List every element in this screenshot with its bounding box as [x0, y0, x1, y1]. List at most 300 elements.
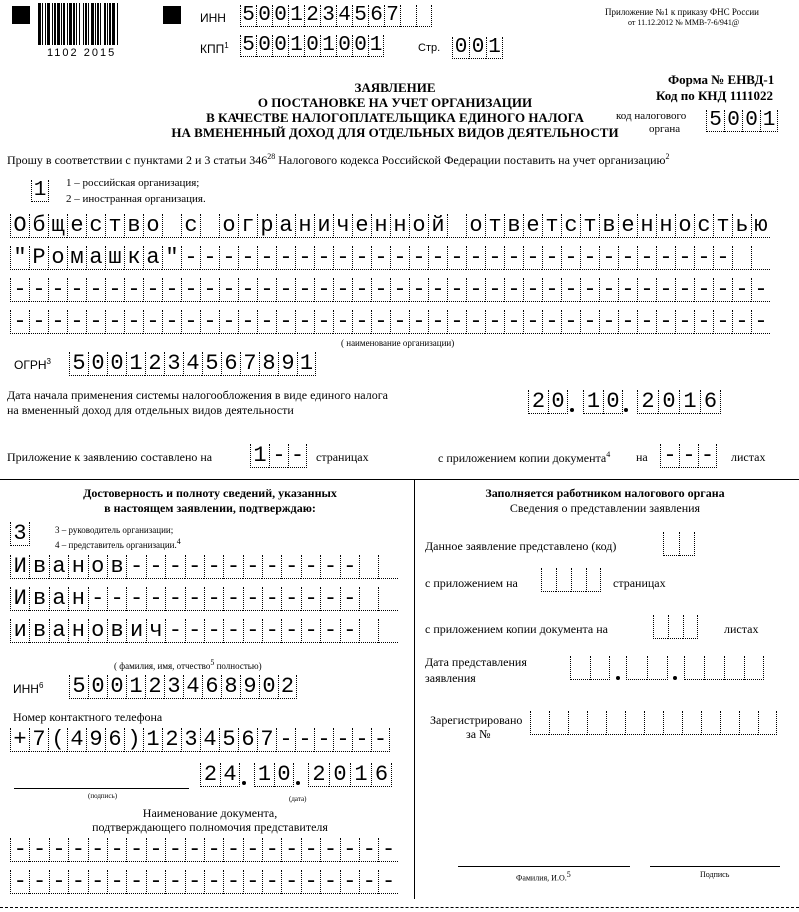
char-cell[interactable]: )	[124, 728, 143, 752]
char-cell[interactable]: 5	[240, 5, 256, 27]
char-cell[interactable]: -	[204, 587, 223, 611]
char-cell[interactable]: 1	[486, 37, 503, 59]
char-cell[interactable]: -	[599, 310, 618, 334]
char-cell[interactable]: а	[143, 246, 162, 270]
char-cell[interactable]: -	[409, 310, 428, 334]
char-cell[interactable]: -	[618, 246, 637, 270]
char-cell[interactable]: -	[200, 310, 219, 334]
char-cell[interactable]: -	[675, 246, 694, 270]
char-cell[interactable]: 1	[369, 35, 383, 57]
char-cell[interactable]: -	[447, 278, 466, 302]
char-cell[interactable]: н	[68, 619, 87, 643]
char-cell[interactable]	[587, 711, 606, 735]
char-cell[interactable]	[541, 568, 556, 592]
char-cell[interactable]: е	[618, 214, 637, 238]
char-cell[interactable]: 1	[254, 763, 274, 787]
char-cell[interactable]: -	[542, 310, 561, 334]
char-cell[interactable]: -	[295, 728, 314, 752]
char-cell[interactable]: а	[49, 555, 68, 579]
char-cell[interactable]	[416, 5, 432, 27]
char-cell[interactable]: 5	[219, 728, 238, 752]
char-cell[interactable]: 7	[240, 352, 259, 376]
char-cell[interactable]: о	[675, 214, 694, 238]
char-cell[interactable]: -	[675, 310, 694, 334]
char-cell[interactable]: с	[181, 214, 200, 238]
char-cell[interactable]: т	[542, 214, 561, 238]
char-cell[interactable]: е	[67, 214, 86, 238]
char-cell[interactable]	[682, 711, 701, 735]
char-cell[interactable]	[679, 532, 695, 556]
char-cell[interactable]: -	[162, 310, 181, 334]
char-cell[interactable]: -	[371, 728, 390, 752]
char-cell[interactable]: и	[10, 619, 29, 643]
char-cell[interactable]: -	[262, 555, 281, 579]
char-cell[interactable]: т	[485, 214, 504, 238]
char-cell[interactable]: -	[295, 278, 314, 302]
char-cell[interactable]	[683, 615, 698, 639]
char-cell[interactable]: 1	[250, 444, 269, 468]
char-cell[interactable]: -	[204, 555, 223, 579]
receipt-date-month[interactable]	[626, 656, 668, 680]
char-cell[interactable]: 1	[297, 352, 316, 376]
char-cell[interactable]: -	[238, 310, 257, 334]
char-cell[interactable]: -	[751, 278, 770, 302]
header-kpp-cells[interactable]	[240, 35, 384, 57]
char-cell[interactable]: -	[223, 555, 242, 579]
char-cell[interactable]: -	[447, 246, 466, 270]
char-cell[interactable]: 0	[256, 35, 272, 57]
char-cell[interactable]: -	[238, 278, 257, 302]
char-cell[interactable]: 0	[88, 352, 107, 376]
char-cell[interactable]: -	[485, 246, 504, 270]
char-cell[interactable]: щ	[48, 214, 67, 238]
char-cell[interactable]: -	[146, 870, 165, 894]
char-cell[interactable]: -	[428, 310, 447, 334]
char-cell[interactable]: 4	[183, 675, 202, 699]
char-cell[interactable]: -	[320, 555, 339, 579]
char-cell[interactable]: -	[165, 838, 184, 862]
char-cell[interactable]: -	[185, 555, 204, 579]
char-cell[interactable]: -	[48, 278, 67, 302]
char-cell[interactable]: -	[352, 310, 371, 334]
submitted-code-cells[interactable]	[663, 532, 695, 556]
char-cell[interactable]: -	[523, 310, 542, 334]
char-cell[interactable]: о	[88, 555, 107, 579]
char-cell[interactable]: -	[295, 246, 314, 270]
char-cell[interactable]: -	[694, 246, 713, 270]
char-cell[interactable]	[590, 656, 610, 680]
char-cell[interactable]: й	[428, 214, 447, 238]
char-cell[interactable]: -	[447, 310, 466, 334]
char-cell[interactable]: 4	[336, 5, 352, 27]
char-cell[interactable]: -	[243, 870, 262, 894]
char-cell[interactable]: 0	[304, 35, 320, 57]
char-cell[interactable]: И	[10, 587, 29, 611]
char-cell[interactable]: а	[276, 214, 295, 238]
char-cell[interactable]: 0	[107, 675, 126, 699]
char-cell[interactable]: 7	[257, 728, 276, 752]
char-cell[interactable]: -	[637, 278, 656, 302]
char-cell[interactable]: -	[257, 246, 276, 270]
char-cell[interactable]	[684, 656, 704, 680]
char-cell[interactable]: -	[390, 246, 409, 270]
char-cell[interactable]: м	[67, 246, 86, 270]
char-cell[interactable]: 5	[69, 675, 88, 699]
char-cell[interactable]: -	[352, 278, 371, 302]
char-cell[interactable]: -	[49, 870, 68, 894]
char-cell[interactable]: -	[561, 278, 580, 302]
char-cell[interactable]: -	[10, 838, 29, 862]
char-cell[interactable]: -	[165, 870, 184, 894]
char-cell[interactable]: н	[390, 214, 409, 238]
char-cell[interactable]: 6	[371, 763, 392, 787]
char-cell[interactable]: -	[390, 278, 409, 302]
char-cell[interactable]: о	[466, 214, 485, 238]
char-cell[interactable]: -	[371, 310, 390, 334]
char-cell[interactable]: -	[185, 838, 204, 862]
char-cell[interactable]: 6	[700, 390, 721, 414]
char-cell[interactable]: -	[29, 870, 48, 894]
char-cell[interactable]: -	[732, 310, 751, 334]
char-cell[interactable]: -	[281, 555, 300, 579]
char-cell[interactable]: -	[262, 870, 281, 894]
char-cell[interactable]: н	[295, 214, 314, 238]
char-cell[interactable]	[606, 711, 625, 735]
char-cell[interactable]: 0	[256, 5, 272, 27]
char-cell[interactable]: -	[301, 619, 320, 643]
char-cell[interactable]: в	[124, 214, 143, 238]
char-cell[interactable]: 0	[272, 5, 288, 27]
char-cell[interactable]: О	[10, 214, 29, 238]
char-cell[interactable]: -	[359, 838, 378, 862]
char-cell[interactable]: н	[656, 214, 675, 238]
char-cell[interactable]: 0	[107, 352, 126, 376]
char-cell[interactable]	[447, 214, 466, 238]
char-cell[interactable]: в	[107, 555, 126, 579]
char-cell[interactable]: -	[146, 838, 165, 862]
char-cell[interactable]: -	[320, 838, 339, 862]
registration-number-cells[interactable]	[530, 711, 777, 735]
char-cell[interactable]	[744, 656, 764, 680]
char-cell[interactable]: -	[599, 278, 618, 302]
char-cell[interactable]: ч	[333, 214, 352, 238]
char-cell[interactable]: -	[333, 728, 352, 752]
char-cell[interactable]: о	[48, 246, 67, 270]
grid-row[interactable]	[10, 278, 770, 302]
char-cell[interactable]: -	[200, 246, 219, 270]
char-cell[interactable]: а	[49, 587, 68, 611]
char-cell[interactable]: е	[523, 214, 542, 238]
char-cell[interactable]: -	[390, 310, 409, 334]
char-cell[interactable]	[162, 214, 181, 238]
char-cell[interactable]: 3	[10, 522, 30, 546]
tax-authority-cells[interactable]	[706, 110, 778, 132]
char-cell[interactable]: 1	[288, 5, 304, 27]
char-cell[interactable]: -	[143, 310, 162, 334]
char-cell[interactable]: о	[219, 214, 238, 238]
char-cell[interactable]: 0	[603, 390, 623, 414]
char-cell[interactable]	[647, 656, 668, 680]
char-cell[interactable]: -	[660, 444, 679, 468]
char-cell[interactable]: -	[10, 870, 29, 894]
char-cell[interactable]: -	[352, 246, 371, 270]
org-type-cell[interactable]	[31, 180, 49, 202]
char-cell[interactable]: -	[281, 619, 300, 643]
char-cell[interactable]: 0	[724, 110, 742, 132]
char-cell[interactable]	[359, 555, 378, 579]
char-cell[interactable]: -	[378, 870, 397, 894]
char-cell[interactable]: р	[257, 214, 276, 238]
char-cell[interactable]: -	[561, 246, 580, 270]
char-cell[interactable]: -	[713, 278, 732, 302]
char-cell[interactable]: -	[29, 278, 48, 302]
char-cell[interactable]: -	[204, 838, 223, 862]
start-date-day[interactable]	[528, 390, 568, 414]
grid-row[interactable]	[10, 310, 770, 334]
char-cell[interactable]: в	[504, 214, 523, 238]
appendix-pages-cells[interactable]	[250, 444, 307, 468]
char-cell[interactable]: в	[107, 619, 126, 643]
sign-date-month[interactable]	[254, 763, 294, 787]
char-cell[interactable]: н	[68, 555, 87, 579]
char-cell[interactable]: -	[580, 278, 599, 302]
char-cell[interactable]: в	[29, 555, 48, 579]
char-cell[interactable]: -	[409, 278, 428, 302]
char-cell[interactable]	[530, 711, 549, 735]
char-cell[interactable]: 4	[67, 728, 86, 752]
char-cell[interactable]	[549, 711, 568, 735]
char-cell[interactable]: -	[333, 278, 352, 302]
signer-type-cell[interactable]	[10, 522, 30, 546]
char-cell[interactable]: -	[48, 310, 67, 334]
char-cell[interactable]: -	[466, 246, 485, 270]
char-cell[interactable]: -	[223, 619, 242, 643]
char-cell[interactable]: 9	[240, 675, 259, 699]
char-cell[interactable]: -	[165, 619, 184, 643]
grid-row[interactable]	[10, 619, 398, 643]
char-cell[interactable]: к	[124, 246, 143, 270]
char-cell[interactable]: -	[656, 278, 675, 302]
char-cell[interactable]: -	[146, 587, 165, 611]
char-cell[interactable]: -	[698, 444, 717, 468]
char-cell[interactable]: 2	[278, 675, 297, 699]
char-cell[interactable]: -	[504, 246, 523, 270]
char-cell[interactable]	[668, 615, 683, 639]
char-cell[interactable]: -	[301, 870, 320, 894]
char-cell[interactable]	[400, 5, 416, 27]
char-cell[interactable]: -	[466, 278, 485, 302]
char-cell[interactable]	[200, 214, 219, 238]
char-cell[interactable]: -	[301, 587, 320, 611]
char-cell[interactable]: -	[359, 870, 378, 894]
char-cell[interactable]: 1	[350, 763, 371, 787]
char-cell[interactable]	[739, 711, 758, 735]
char-cell[interactable]: -	[466, 310, 485, 334]
char-cell[interactable]: 6	[221, 352, 240, 376]
char-cell[interactable]: -	[694, 310, 713, 334]
char-cell[interactable]: а	[86, 246, 105, 270]
char-cell[interactable]: -	[165, 555, 184, 579]
char-cell[interactable]: -	[68, 870, 87, 894]
char-cell[interactable]: 0	[658, 390, 679, 414]
char-cell[interactable]: -	[223, 870, 242, 894]
char-cell[interactable]: 5	[240, 35, 256, 57]
char-cell[interactable]: -	[262, 619, 281, 643]
char-cell[interactable]: -	[580, 310, 599, 334]
char-cell[interactable]: -	[295, 310, 314, 334]
char-cell[interactable]: -	[371, 246, 390, 270]
char-cell[interactable]: "	[162, 246, 181, 270]
char-cell[interactable]: 2	[162, 728, 181, 752]
char-cell[interactable]: 8	[259, 352, 278, 376]
char-cell[interactable]: -	[751, 310, 770, 334]
char-cell[interactable]: 6	[202, 675, 221, 699]
char-cell[interactable]: -	[88, 587, 107, 611]
char-cell[interactable]: г	[238, 214, 257, 238]
char-cell[interactable]: 5	[69, 352, 88, 376]
char-cell[interactable]: -	[219, 278, 238, 302]
char-cell[interactable]	[732, 246, 751, 270]
char-cell[interactable]: -	[523, 246, 542, 270]
char-cell[interactable]: 5	[706, 110, 724, 132]
char-cell[interactable]: -	[542, 246, 561, 270]
char-cell[interactable]: 0	[548, 390, 568, 414]
char-cell[interactable]: -	[637, 310, 656, 334]
char-cell[interactable]: о	[143, 214, 162, 238]
grid-row[interactable]	[10, 246, 770, 270]
char-cell[interactable]: -	[219, 246, 238, 270]
char-cell[interactable]	[378, 619, 397, 643]
char-cell[interactable]: -	[68, 838, 87, 862]
char-cell[interactable]: -	[320, 619, 339, 643]
char-cell[interactable]: 2	[637, 390, 658, 414]
char-cell[interactable]: -	[428, 246, 447, 270]
char-cell[interactable]: -	[165, 587, 184, 611]
char-cell[interactable]: -	[276, 246, 295, 270]
char-cell[interactable]: -	[204, 870, 223, 894]
char-cell[interactable]: о	[409, 214, 428, 238]
char-cell[interactable]: -	[679, 444, 698, 468]
char-cell[interactable]	[586, 568, 601, 592]
char-cell[interactable]: -	[320, 870, 339, 894]
grid-row[interactable]	[10, 838, 398, 862]
char-cell[interactable]	[568, 711, 587, 735]
receipt-date-year[interactable]	[684, 656, 764, 680]
char-cell[interactable]	[701, 711, 720, 735]
char-cell[interactable]: -	[675, 278, 694, 302]
char-cell[interactable]: 3	[164, 675, 183, 699]
char-cell[interactable]: -	[200, 278, 219, 302]
char-cell[interactable]: 8	[221, 675, 240, 699]
char-cell[interactable]: -	[243, 587, 262, 611]
copy-sheets-cells[interactable]	[653, 615, 698, 639]
char-cell[interactable]	[704, 656, 724, 680]
char-cell[interactable]: -	[107, 870, 126, 894]
char-cell[interactable]: -	[314, 310, 333, 334]
char-cell[interactable]: -	[107, 838, 126, 862]
char-cell[interactable]	[724, 656, 744, 680]
char-cell[interactable]: -	[126, 555, 145, 579]
signer-inn-cells[interactable]	[69, 675, 297, 699]
char-cell[interactable]: -	[223, 838, 242, 862]
char-cell[interactable]: -	[656, 246, 675, 270]
char-cell[interactable]: 1	[143, 728, 162, 752]
char-cell[interactable]: -	[732, 278, 751, 302]
char-cell[interactable]: -	[276, 310, 295, 334]
phone-cells[interactable]	[10, 728, 390, 752]
char-cell[interactable]: 0	[452, 37, 469, 59]
char-cell[interactable]: +	[10, 728, 29, 752]
char-cell[interactable]: -	[185, 870, 204, 894]
char-cell[interactable]	[626, 656, 647, 680]
char-cell[interactable]: -	[485, 278, 504, 302]
char-cell[interactable]: с	[694, 214, 713, 238]
char-cell[interactable]: -	[185, 587, 204, 611]
char-cell[interactable]: -	[333, 246, 352, 270]
char-cell[interactable]: -	[204, 619, 223, 643]
char-cell[interactable]: 1	[126, 352, 145, 376]
char-cell[interactable]	[758, 711, 777, 735]
sign-date-year[interactable]	[308, 763, 392, 787]
char-cell[interactable]: И	[10, 555, 29, 579]
char-cell[interactable]: 3	[320, 5, 336, 27]
char-cell[interactable]: -	[126, 870, 145, 894]
char-cell[interactable]: -	[378, 838, 397, 862]
char-cell[interactable]: 0	[329, 763, 350, 787]
char-cell[interactable]: -	[561, 310, 580, 334]
char-cell[interactable]	[378, 555, 397, 579]
char-cell[interactable]: -	[340, 587, 359, 611]
char-cell[interactable]: о	[88, 619, 107, 643]
char-cell[interactable]	[570, 656, 590, 680]
char-cell[interactable]: -	[29, 310, 48, 334]
char-cell[interactable]: н	[68, 587, 87, 611]
char-cell[interactable]: -	[428, 278, 447, 302]
char-cell[interactable]	[720, 711, 739, 735]
ogrn-cells[interactable]	[69, 352, 316, 376]
char-cell[interactable]: 4	[183, 352, 202, 376]
char-cell[interactable]: -	[276, 278, 295, 302]
char-cell[interactable]: ч	[146, 619, 165, 643]
char-cell[interactable]: -	[269, 444, 288, 468]
char-cell[interactable]: -	[352, 728, 371, 752]
char-cell[interactable]: 1	[126, 675, 145, 699]
char-cell[interactable]: 1	[288, 35, 304, 57]
char-cell[interactable]: т	[105, 214, 124, 238]
page-number-cells[interactable]	[452, 37, 503, 59]
appendix-sheets-cells[interactable]	[660, 444, 717, 468]
char-cell[interactable]: -	[86, 278, 105, 302]
char-cell[interactable]: 4	[220, 763, 240, 787]
char-cell[interactable]: 2	[304, 5, 320, 27]
char-cell[interactable]: -	[314, 728, 333, 752]
sign-date-day[interactable]	[200, 763, 240, 787]
char-cell[interactable]: 2	[200, 763, 220, 787]
char-cell[interactable]: -	[485, 310, 504, 334]
char-cell[interactable]: 1	[583, 390, 603, 414]
char-cell[interactable]: в	[29, 587, 48, 611]
char-cell[interactable]: -	[124, 278, 143, 302]
char-cell[interactable]: 9	[278, 352, 297, 376]
grid-row[interactable]	[10, 214, 770, 238]
char-cell[interactable]: -	[333, 310, 352, 334]
char-cell[interactable]: -	[105, 310, 124, 334]
char-cell[interactable]: -	[599, 246, 618, 270]
char-cell[interactable]: 6	[238, 728, 257, 752]
char-cell[interactable]: т	[580, 214, 599, 238]
char-cell[interactable]: -	[143, 278, 162, 302]
char-cell[interactable]: -	[320, 587, 339, 611]
